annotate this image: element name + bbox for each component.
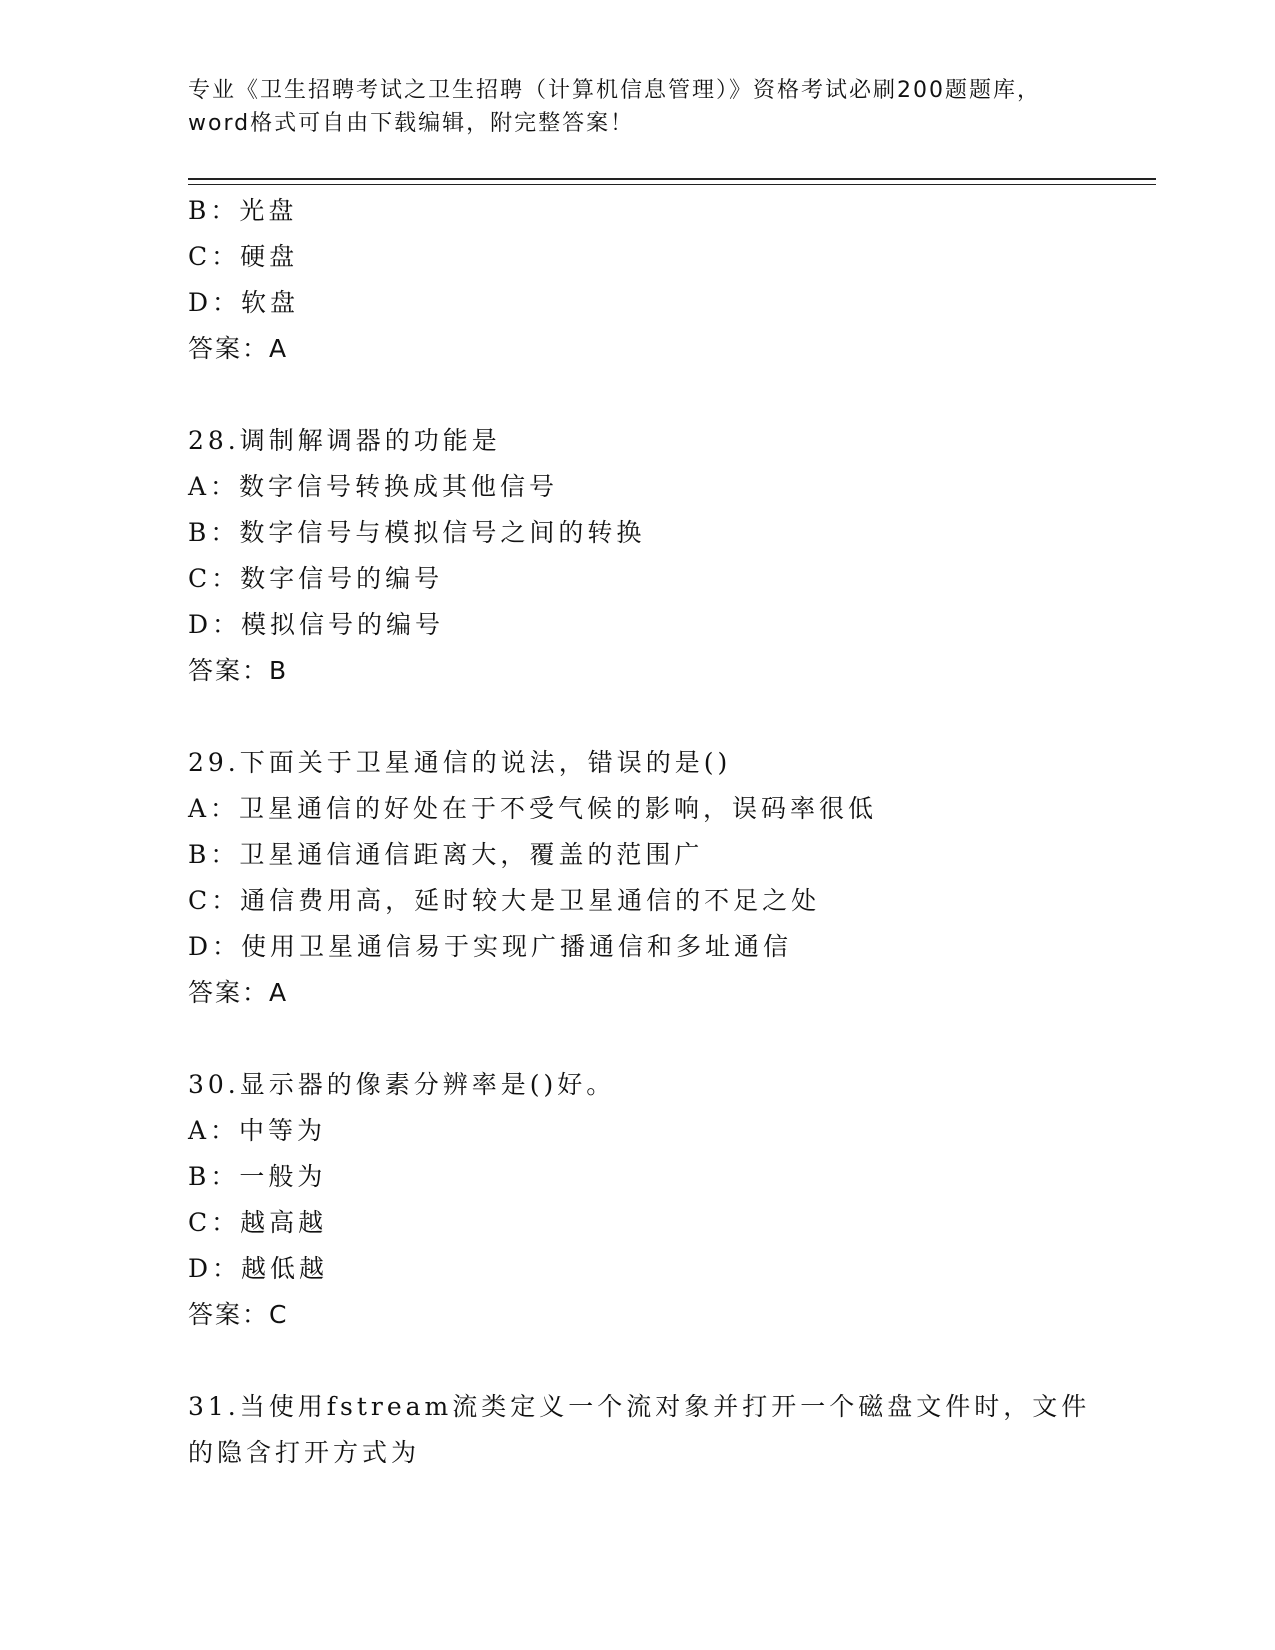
option-b: B：光盘 <box>188 196 298 225</box>
question-stem: 29.下面关于卫星通信的说法，错误的是() <box>188 748 732 777</box>
option-d: D：软盘 <box>188 288 300 317</box>
spacer <box>188 1338 1088 1384</box>
option-b: B：数字信号与模拟信号之间的转换 <box>188 518 646 547</box>
question-stem: 28.调制解调器的功能是 <box>188 426 501 455</box>
question-block-27 <box>188 188 1088 372</box>
answer-line: 答案：A <box>188 334 289 363</box>
option-c: C：通信费用高，延时较大是卫星通信的不足之处 <box>188 886 821 915</box>
option-b: B：卫星通信通信距离大，覆盖的范围广 <box>188 840 704 869</box>
option-d: D：越低越 <box>188 1254 329 1283</box>
question-stem: 30.显示器的像素分辨率是()好。 <box>188 1070 616 1099</box>
header-divider-thin <box>188 184 1156 185</box>
spacer <box>188 694 1088 740</box>
question-block-31 <box>188 1384 1091 1476</box>
option-d: D：使用卫星通信易于实现广播通信和多址通信 <box>188 932 793 961</box>
answer-line: 答案：A <box>188 978 289 1007</box>
question-list <box>188 188 1091 1476</box>
option-c: C：数字信号的编号 <box>188 564 444 593</box>
question-block-28 <box>188 418 1088 694</box>
question-block-30 <box>188 1062 1088 1338</box>
option-d: D：模拟信号的编号 <box>188 610 445 639</box>
option-c: C：硬盘 <box>188 242 299 271</box>
answer-line: 答案：B <box>188 656 289 685</box>
question-stem-line-1: 31.当使用fstream流类定义一个流对象并打开一个磁盘文件时，文件 <box>188 1392 1091 1421</box>
option-a: A：卫星通信的好处在于不受气候的影响，误码率很低 <box>188 794 878 823</box>
option-c: C：越高越 <box>188 1208 328 1237</box>
option-a: A：数字信号转换成其他信号 <box>188 472 559 501</box>
header-divider-thick <box>188 178 1156 180</box>
question-block-29 <box>188 740 1088 1016</box>
question-stem-line-2: 的隐含打开方式为 <box>188 1438 421 1467</box>
option-b: B：一般为 <box>188 1162 327 1191</box>
header-line-2: word格式可自由下载编辑，附完整答案！ <box>188 111 635 136</box>
document-header <box>188 74 1088 140</box>
option-a: A：中等为 <box>188 1116 327 1145</box>
spacer <box>188 372 1088 418</box>
spacer <box>188 1016 1088 1062</box>
header-line-1: 专业《卫生招聘考试之卫生招聘（计算机信息管理）》资格考试必刷200题题库， <box>188 78 1041 103</box>
answer-line: 答案：C <box>188 1300 289 1329</box>
